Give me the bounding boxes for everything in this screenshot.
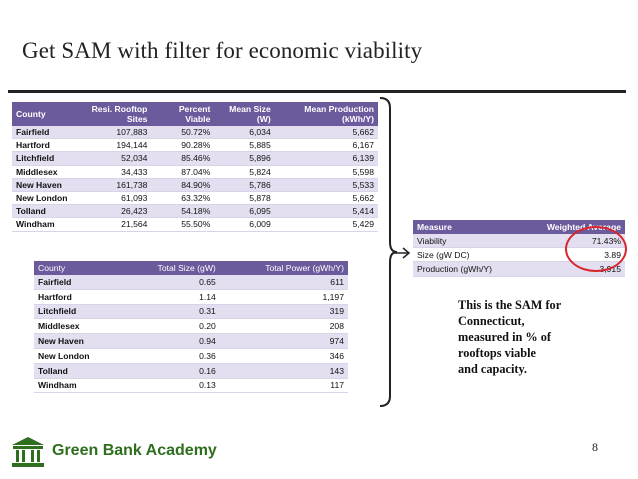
table-row [12, 205, 378, 218]
table-cell: 0.16 [122, 363, 220, 378]
table-cell: 611 [220, 275, 348, 289]
note-line: rooftops viable [458, 346, 536, 360]
column-header: Total Size (gW) [122, 261, 220, 275]
table-cell: Hartford [12, 139, 72, 152]
table-cell: 5,429 [275, 218, 378, 231]
table-cell: New Haven [34, 334, 122, 349]
table-cell: 1.14 [122, 289, 220, 304]
table-cell: 6,139 [275, 152, 378, 165]
table-cell: Fairfield [12, 126, 72, 139]
note-line: measured in % of [458, 330, 552, 344]
table-cell: 84.90% [151, 178, 214, 191]
table-cell: Viability [413, 234, 520, 248]
table-cell: Fairfield [34, 275, 122, 289]
page-number: 8 [592, 440, 598, 454]
table-cell: 0.13 [122, 378, 220, 393]
table-cell: 208 [220, 319, 348, 334]
table-row [12, 191, 378, 204]
table-cell: 52,034 [72, 152, 152, 165]
table-cell: 26,423 [72, 205, 152, 218]
table-cell: 54.18% [151, 205, 214, 218]
table-cell: 5,885 [214, 139, 274, 152]
table-row [34, 319, 348, 334]
table-cell: 0.36 [122, 348, 220, 363]
table-cell: 63.32% [151, 191, 214, 204]
table-cell: 346 [220, 348, 348, 363]
table-cell: Litchfield [12, 152, 72, 165]
table-cell: 319 [220, 304, 348, 319]
table-cell: Litchfield [34, 304, 122, 319]
table-cell: 0.65 [122, 275, 220, 289]
table-cell: 5,662 [275, 126, 378, 139]
table-cell: 117 [220, 378, 348, 393]
table-row [12, 152, 378, 165]
table-cell: 3,915 [520, 262, 625, 276]
table-row [34, 378, 348, 393]
column-header: Percent Viable [151, 102, 214, 126]
table-cell: Production (gWh/Y) [413, 262, 520, 276]
table-cell: 974 [220, 334, 348, 349]
table-cell: 34,433 [72, 165, 152, 178]
column-header: County [34, 261, 122, 275]
title-divider [8, 90, 626, 93]
table-cell: 5,786 [214, 178, 274, 191]
table-cell: 3.89 [520, 248, 625, 262]
table-cell: 6,167 [275, 139, 378, 152]
table-row [34, 275, 348, 289]
note-line: This is the SAM for [458, 298, 562, 312]
table-cell: New London [12, 191, 72, 204]
note-line: Connecticut, [458, 314, 525, 328]
sam-note [458, 297, 618, 377]
table-row [34, 304, 348, 319]
county-capacity-table [34, 261, 348, 393]
table-cell: 5,824 [214, 165, 274, 178]
arrow-right-icon [393, 246, 413, 260]
building-logo-icon [10, 436, 46, 468]
table-cell: Middlesex [12, 165, 72, 178]
table-cell: 5,414 [275, 205, 378, 218]
table-cell: 107,883 [72, 126, 152, 139]
table-cell: 61,093 [72, 191, 152, 204]
table-cell: 71.43% [520, 234, 625, 248]
table-cell: Size (gW DC) [413, 248, 520, 262]
highlight-circle [565, 226, 627, 272]
table-row [12, 139, 378, 152]
table-cell: 0.94 [122, 334, 220, 349]
table-row [34, 363, 348, 378]
table-cell: 161,738 [72, 178, 152, 191]
table-cell: 21,564 [72, 218, 152, 231]
table-cell: Windham [12, 218, 72, 231]
county-rooftop-table [12, 102, 378, 232]
table-cell: 85.46% [151, 152, 214, 165]
table-row [34, 348, 348, 363]
table-cell: Windham [34, 378, 122, 393]
table-cell: 0.31 [122, 304, 220, 319]
table-cell: 6,034 [214, 126, 274, 139]
table-cell: 5,662 [275, 191, 378, 204]
table-cell: 194,144 [72, 139, 152, 152]
table-cell: 50.72% [151, 126, 214, 139]
table-cell: 5,598 [275, 165, 378, 178]
table-cell: New Haven [12, 178, 72, 191]
table-row [34, 289, 348, 304]
table-cell: 143 [220, 363, 348, 378]
logo-text: Green Bank Academy [52, 442, 217, 459]
table-row [34, 334, 348, 349]
column-header: Total Power (gWh/Y) [220, 261, 348, 275]
table-cell: Tolland [12, 205, 72, 218]
column-header: Mean Production (kWh/Y) [275, 102, 378, 126]
table-row [12, 218, 378, 231]
table-row [12, 178, 378, 191]
column-header: Mean Size (W) [214, 102, 274, 126]
table-cell: 5,533 [275, 178, 378, 191]
slide-title: Get SAM with filter for economic viability [22, 38, 423, 63]
table-cell: Hartford [34, 289, 122, 304]
table-cell: 55.50% [151, 218, 214, 231]
table-cell: 5,896 [214, 152, 274, 165]
table-cell: 5,878 [214, 191, 274, 204]
table-cell: 6,095 [214, 205, 274, 218]
column-header: Resi. Rooftop Sites [72, 102, 152, 126]
table-cell: 0.20 [122, 319, 220, 334]
table-cell: 87.04% [151, 165, 214, 178]
table-cell: 1,197 [220, 289, 348, 304]
table-cell: Tolland [34, 363, 122, 378]
table-row [12, 165, 378, 178]
column-header: Measure [413, 220, 520, 234]
note-line: and capacity. [458, 362, 528, 376]
column-header: County [12, 102, 72, 126]
table-cell: 90.28% [151, 139, 214, 152]
column-header: Weighted Average [520, 220, 625, 234]
table-cell: Middlesex [34, 319, 122, 334]
table-row [12, 126, 378, 139]
table-cell: 6,009 [214, 218, 274, 231]
table-cell: New London [34, 348, 122, 363]
